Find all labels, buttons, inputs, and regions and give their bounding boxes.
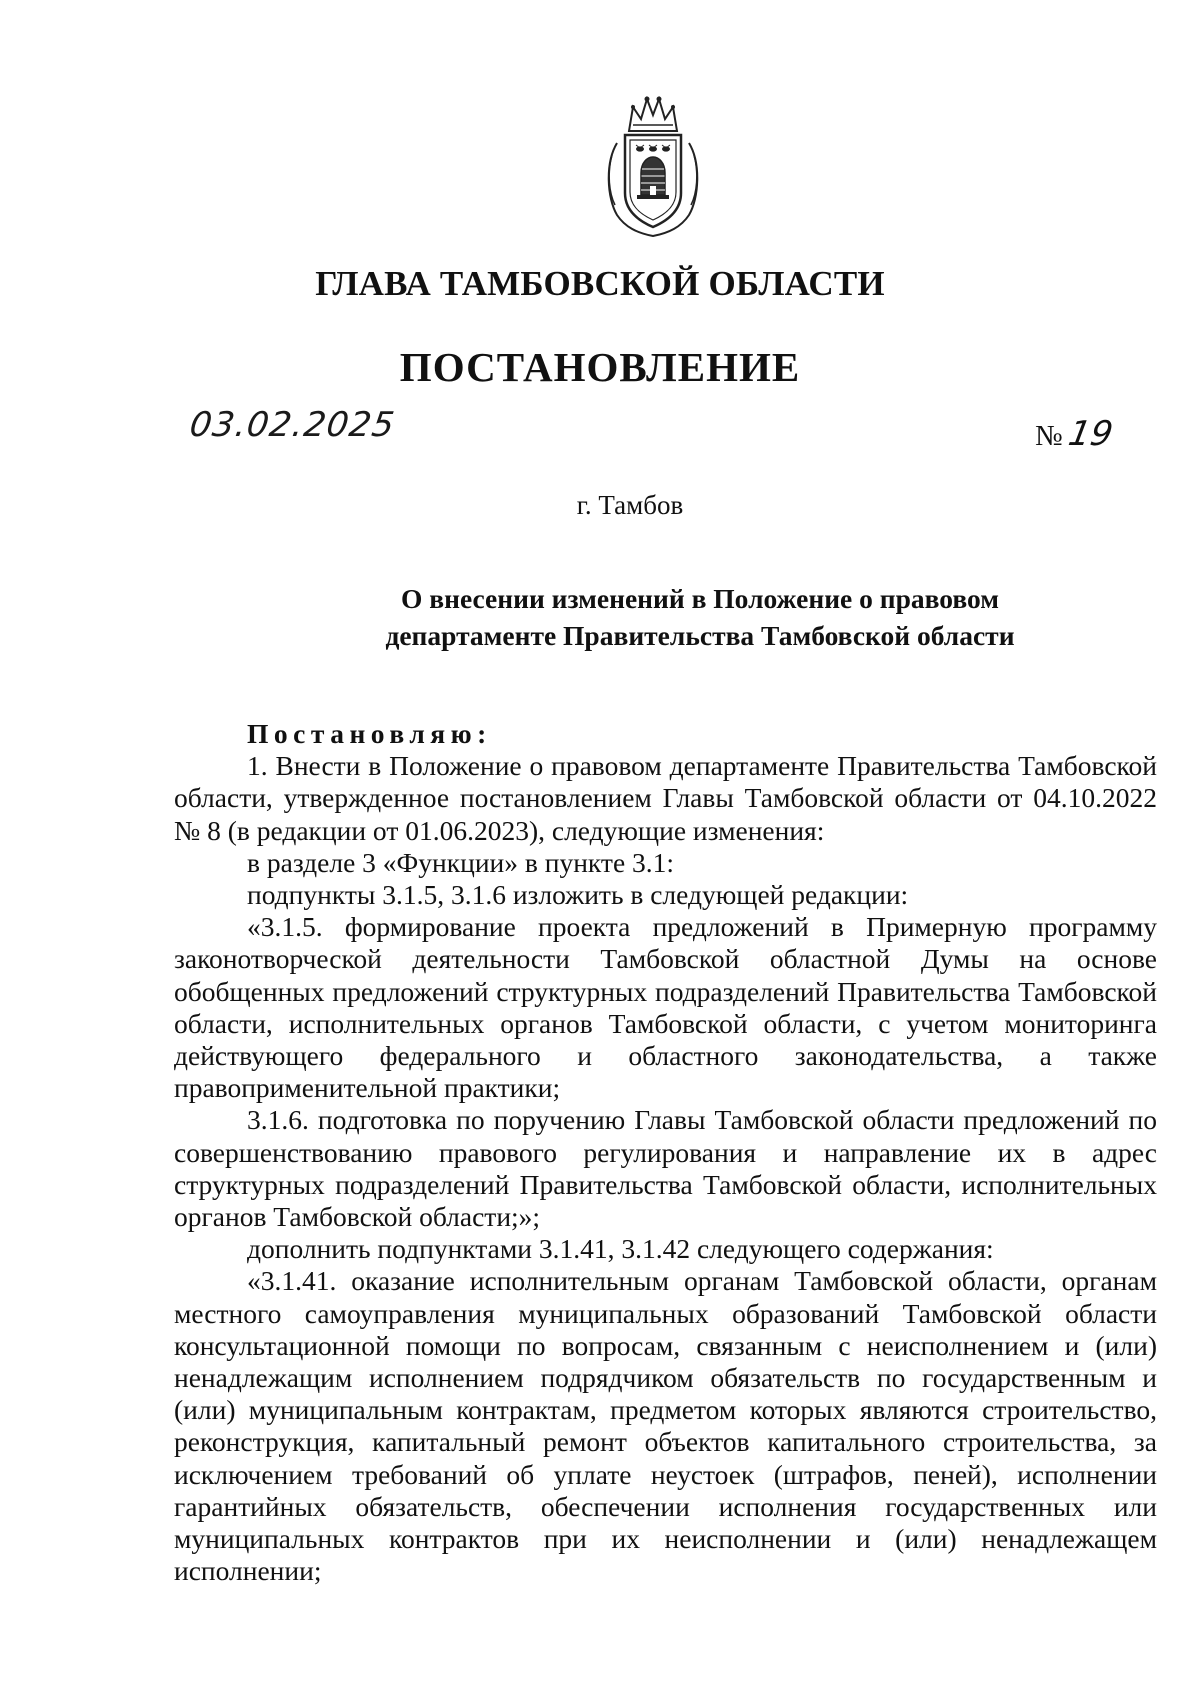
document-body [174, 718, 1157, 1587]
paragraph-2: в разделе 3 «Функции» в пункте 3.1: [247, 846, 675, 878]
city: г. Тамбов [576, 490, 684, 520]
subject-line-1: О внесении изменений в Положение о правовом [401, 583, 999, 614]
tambov-coat-of-arms-icon [603, 93, 703, 238]
number-prefix: № [1035, 420, 1063, 452]
document-subject [320, 580, 1080, 654]
document-number [1035, 414, 1116, 454]
number-value: 19 [1065, 414, 1116, 454]
paragraph-3: подпункты 3.1.5, 3.1.6 изложить в следующей редакции: [247, 879, 909, 911]
subject-line-2: департаменте Правительства Тамбовской области [385, 620, 1015, 651]
issuing-authority: ГЛАВА ТАМБОВСКОЙ ОБЛАСТИ [315, 264, 885, 303]
decree-heading: Постановляю: [247, 718, 492, 749]
document-date: 03.02.2025 [187, 405, 398, 445]
paragraph-7: «3.1.41. оказание исполнительным органам Тамбовской области, органам местного самоуправления муниципальных образований Тамбовской области консультационной помощи по вопросам, связанным с неисполнением и (или) ненадлежащим исполнением подрядчиком обязательств по государственным и (или) муниципальным контрактам, предметом которых являются строительство, реконструкция, капитальный ремонт объектов капитального строительства, за исключением требований об уплате неустоек (штрафов, пеней), исполнении гарантийных обязательств, обеспечении исполнения государственных или муниципальных контрактов при их неисполнении и (или) ненадлежащем исполнении; [174, 1265, 1157, 1587]
paragraph-6: дополнить подпунктами 3.1.41, 3.1.42 следующего содержания: [247, 1233, 994, 1265]
document-type: ПОСТАНОВЛЕНИЕ [399, 344, 801, 390]
paragraph-1: 1. Внести в Положение о правовом департаменте Правительства Тамбовской области, утвержденное постановлением Главы Тамбовской области от 04.10.2022 № 8 (в редакции от 01.06.2023), следующие изменения: [174, 750, 1157, 846]
paragraph-4: «3.1.5. формирование проекта предложений в Примерную программу законотворческой деятельности Тамбовской областной Думы на основе обобщенных предложений структурных подразделений Правительства Тамбовской области, исполнительных органов Тамбовской области, с учетом мониторинга действующего федерального и областного законодательства, а также правоприменительной практики; [174, 911, 1157, 1104]
paragraph-5: 3.1.6. подготовка по поручению Главы Тамбовской области предложений по совершенствованию правового регулирования и направление их в адрес структурных подразделений Правительства Тамбовской области, исполнительных органов Тамбовской области;»; [174, 1104, 1157, 1233]
